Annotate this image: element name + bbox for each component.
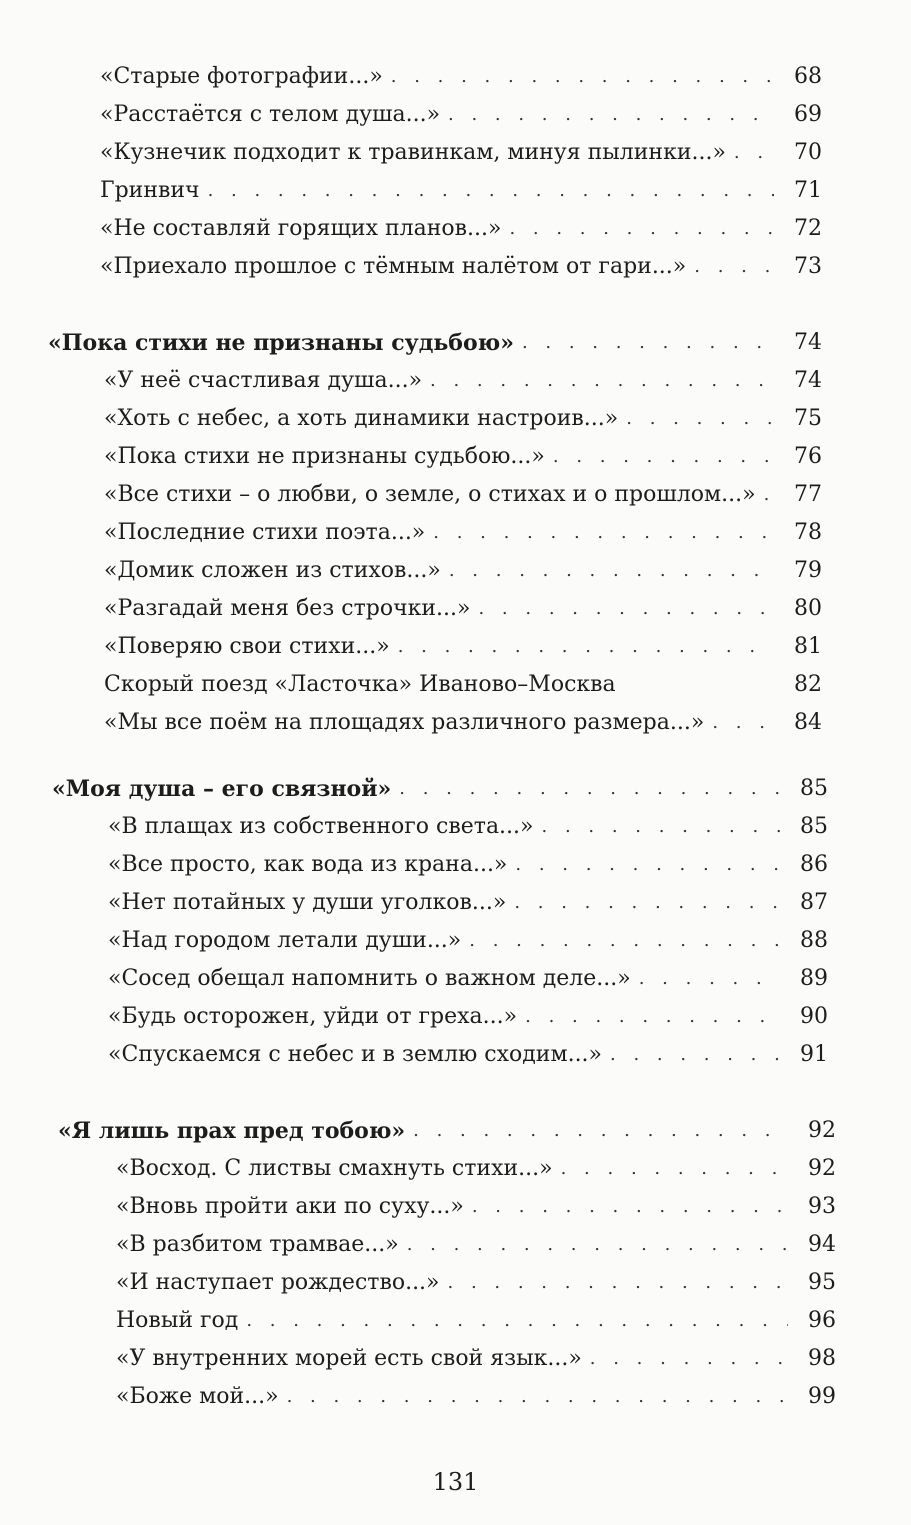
dot-leader xyxy=(764,482,774,508)
dot-leader xyxy=(734,140,774,166)
toc-entry xyxy=(104,622,822,660)
entry-title: «Домик сложен из стихов...» xyxy=(104,558,441,583)
toc-entry xyxy=(104,546,822,584)
toc-entry xyxy=(116,1258,836,1296)
toc-entry xyxy=(116,1144,836,1182)
toc-entry xyxy=(104,356,822,394)
entry-title: «В плащах из собственного света...» xyxy=(108,814,534,839)
entry-title: «Мы все поём на площадях различного размера...» xyxy=(104,710,705,735)
heading-title: «Пока стихи не признаны судьбою» xyxy=(48,330,514,356)
section-heading xyxy=(58,1106,836,1144)
entry-page-number: 82 xyxy=(794,672,822,697)
entry-title: Гринвич xyxy=(100,178,200,203)
entry-title: «И наступает рождество...» xyxy=(116,1270,440,1295)
section-heading xyxy=(52,764,828,802)
entry-title: Скорый поезд «Ласточка» Иваново–Москва xyxy=(104,672,616,697)
entry-page-number: 91 xyxy=(800,1042,828,1067)
heading-title: «Я лишь прах пред тобою» xyxy=(58,1118,406,1144)
toc-entry xyxy=(104,508,822,546)
toc-entry xyxy=(100,90,822,128)
toc-entry xyxy=(116,1182,836,1220)
toc-section xyxy=(58,1106,836,1410)
toc-entry xyxy=(104,470,822,508)
dot-leader xyxy=(610,1042,780,1068)
entry-page-number: 98 xyxy=(808,1346,836,1371)
entry-title: «Вновь пройти аки по суху...» xyxy=(116,1194,464,1219)
dot-leader xyxy=(413,1118,788,1144)
dot-leader xyxy=(514,890,780,916)
entry-page-number: 95 xyxy=(808,1270,836,1295)
dot-leader xyxy=(398,634,774,660)
entry-title: «Сосед обещал напомнить о важном деле...» xyxy=(108,966,631,991)
entry-title: «Приехало прошлое с тёмным налётом от гари...» xyxy=(100,254,687,279)
section-entries xyxy=(52,802,828,1068)
toc-entry xyxy=(104,660,822,698)
entry-page-number: 75 xyxy=(794,406,822,431)
entry-page-number: 72 xyxy=(794,216,822,241)
toc-entry xyxy=(108,1030,828,1068)
entry-page-number: 88 xyxy=(800,928,828,953)
toc-entry xyxy=(108,802,828,840)
dot-leader xyxy=(448,1270,788,1296)
toc-entry xyxy=(104,394,822,432)
toc-section xyxy=(48,318,822,736)
entry-title: «У неё счастливая душа...» xyxy=(104,368,423,393)
page-number-footer: 131 xyxy=(432,1468,479,1496)
entry-title: «Пока стихи не признаны судьбою...» xyxy=(104,444,545,469)
dot-leader xyxy=(208,178,774,204)
entry-page-number: 70 xyxy=(794,140,822,165)
entry-page-number: 77 xyxy=(794,482,822,507)
entry-title: «Спускаемся с небес и в землю сходим...» xyxy=(108,1042,603,1067)
entry-title: «Над городом летали души...» xyxy=(108,928,462,953)
entry-page-number: 84 xyxy=(794,710,822,735)
entry-page-number: 80 xyxy=(794,596,822,621)
toc-entry xyxy=(100,204,822,242)
entry-title: «У внутренних морей есть свой язык...» xyxy=(116,1346,582,1371)
entry-page-number: 87 xyxy=(800,890,828,915)
section-entries xyxy=(48,356,822,736)
entry-title: «Кузнечик подходит к травинкам, минуя пылинки...» xyxy=(100,140,726,165)
toc-section xyxy=(52,764,828,1068)
toc-entry xyxy=(100,242,822,280)
entry-title: «Расстаётся с телом душа...» xyxy=(100,102,441,127)
dot-leader xyxy=(515,852,780,878)
entry-title: «Все просто, как вода из крана...» xyxy=(108,852,508,877)
toc-entry xyxy=(100,128,822,166)
entry-title: «Разгадай меня без строчки...» xyxy=(104,596,471,621)
dot-leader xyxy=(590,1346,788,1372)
entry-page-number: 90 xyxy=(800,1004,828,1029)
dot-leader xyxy=(399,776,780,802)
toc-entry xyxy=(104,584,822,622)
toc-entry xyxy=(100,52,822,90)
dot-leader xyxy=(553,444,774,470)
toc-entry xyxy=(116,1220,836,1258)
dot-leader xyxy=(246,1308,788,1334)
entry-title: «Нет потайных у души уголков...» xyxy=(108,890,507,915)
entry-title: «Старые фотографии...» xyxy=(100,64,383,89)
entry-page-number: 71 xyxy=(794,178,822,203)
toc-entry xyxy=(100,166,822,204)
entry-title: «Не составляй горящих планов...» xyxy=(100,216,502,241)
entry-page-number: 81 xyxy=(794,634,822,659)
dot-leader xyxy=(449,558,774,584)
toc-entry xyxy=(116,1372,836,1410)
heading-page-number: 74 xyxy=(794,330,822,355)
dot-leader xyxy=(542,814,781,840)
heading-page-number: 85 xyxy=(800,776,828,801)
entry-page-number: 69 xyxy=(794,102,822,127)
entry-title: «В разбитом трамвае...» xyxy=(116,1232,399,1257)
dot-leader xyxy=(561,1156,788,1182)
heading-page-number: 92 xyxy=(808,1118,836,1143)
toc-entry xyxy=(108,992,828,1030)
heading-title: «Моя душа – его связной» xyxy=(52,776,392,802)
dot-leader xyxy=(448,102,774,128)
dot-leader xyxy=(287,1384,788,1410)
entry-page-number: 68 xyxy=(794,64,822,89)
toc-entry xyxy=(108,954,828,992)
toc-entry xyxy=(108,840,828,878)
dot-leader xyxy=(694,254,774,280)
toc-entry xyxy=(116,1334,836,1372)
entry-page-number: 73 xyxy=(794,254,822,279)
dot-leader xyxy=(522,330,774,356)
dot-leader xyxy=(525,1004,780,1030)
entry-title: «Восход. С листвы смахнуть стихи...» xyxy=(116,1156,553,1181)
section-entries xyxy=(58,1144,836,1410)
entry-title: «Поверяю свои стихи...» xyxy=(104,634,390,659)
entry-page-number: 85 xyxy=(800,814,828,839)
entry-title: «Хоть с небес, а хоть динамики настроив...» xyxy=(104,406,619,431)
entry-page-number: 99 xyxy=(808,1384,836,1409)
toc-entry xyxy=(108,878,828,916)
toc-entry xyxy=(108,916,828,954)
dot-leader xyxy=(391,64,774,90)
entry-page-number: 86 xyxy=(800,852,828,877)
section-heading xyxy=(48,318,822,356)
dot-leader xyxy=(509,216,774,242)
entry-page-number: 76 xyxy=(794,444,822,469)
dot-leader xyxy=(407,1232,788,1258)
entry-title: Новый год xyxy=(116,1308,239,1333)
entry-page-number: 74 xyxy=(794,368,822,393)
entry-page-number: 94 xyxy=(808,1232,836,1257)
dot-leader xyxy=(478,596,774,622)
dot-leader xyxy=(433,520,774,546)
entry-page-number: 78 xyxy=(794,520,822,545)
entry-title: «Последние стихи поэта...» xyxy=(104,520,426,545)
toc-entry xyxy=(104,432,822,470)
toc-entry xyxy=(104,698,822,736)
dot-leader xyxy=(430,368,774,394)
dot-leader xyxy=(712,710,774,736)
entry-page-number: 92 xyxy=(808,1156,836,1181)
entry-page-number: 89 xyxy=(800,966,828,991)
entry-page-number: 79 xyxy=(794,558,822,583)
entry-title: «Боже мой...» xyxy=(116,1384,279,1409)
dot-leader xyxy=(469,928,780,954)
entry-title: «Все стихи – о любви, о земле, о стихах и о прошлом...» xyxy=(104,482,756,507)
toc-entry xyxy=(116,1296,836,1334)
dot-leader xyxy=(626,406,774,432)
entry-title: «Будь осторожен, уйди от греха...» xyxy=(108,1004,518,1029)
dot-leader xyxy=(639,966,780,992)
entry-page-number: 96 xyxy=(808,1308,836,1333)
entry-page-number: 93 xyxy=(808,1194,836,1219)
toc-section xyxy=(100,52,822,280)
dot-leader xyxy=(472,1194,788,1220)
